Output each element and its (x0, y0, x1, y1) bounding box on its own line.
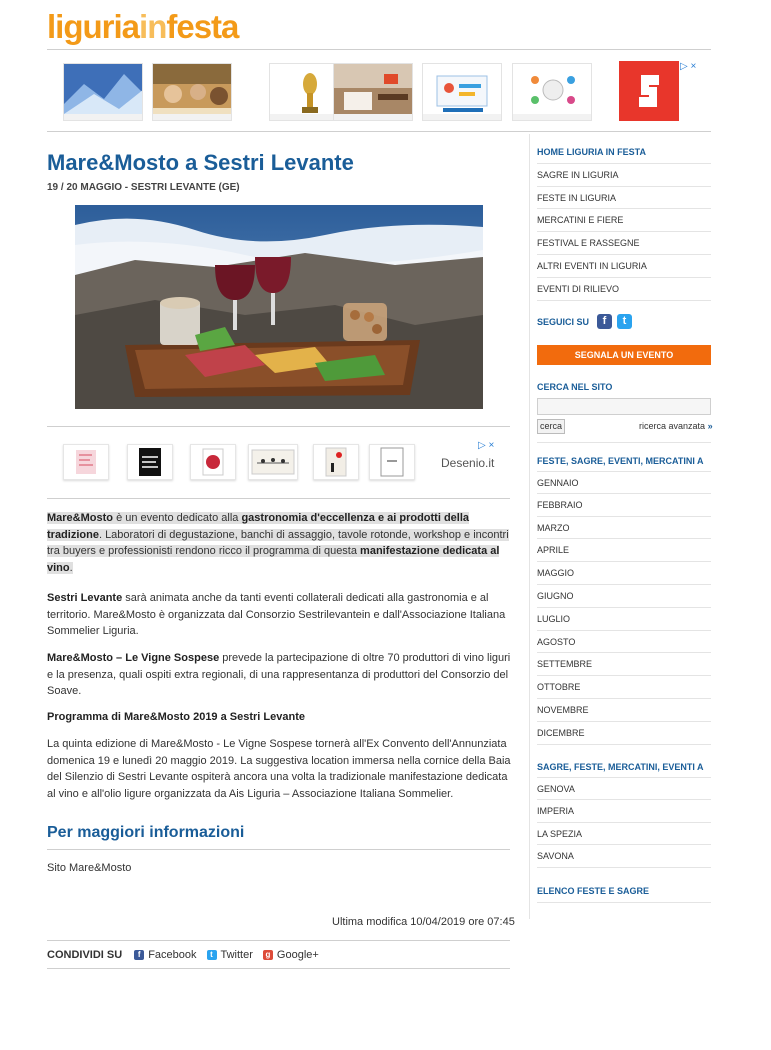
search-input[interactable] (537, 398, 711, 415)
article-divider-2 (47, 498, 510, 499)
adchoices-icon[interactable]: ▷ × (680, 61, 697, 72)
ad-thumb-1[interactable] (63, 63, 143, 121)
share-facebook-label: Facebook (148, 949, 197, 961)
poster-pink-map (64, 445, 108, 479)
text-emphasis: gastronomia d'eccellenza e ai prodotti della tradizione (47, 512, 470, 541)
advanced-search-link[interactable] (639, 421, 713, 431)
paragraph-collateral (47, 590, 513, 640)
advanced-search-label: ricerca avanzata (639, 421, 706, 431)
ad-brand-desenio[interactable]: Desenio.it (441, 456, 495, 470)
sidebar-item-feste[interactable]: FESTE IN LIGURIA (537, 187, 711, 210)
sidebar-item-mercatini[interactable]: MERCATINI E FIERE (537, 209, 711, 232)
ad-image-diagram (513, 64, 592, 121)
text-fragment: prevede la partecipazione di oltre 70 produttori di vino liguri e la presenza, quali ospiti extra regionali, di una rappresentanza di produttori del Consorzio del Soave. (47, 652, 511, 697)
paragraph-producers (47, 650, 513, 700)
province-genova[interactable]: GENOVA (537, 777, 711, 800)
share-google-label: Google+ (276, 949, 319, 961)
share-google[interactable] (263, 949, 319, 961)
event-date: 19 / 20 MAGGIO - SESTRI LEVANTE (GE) (47, 182, 240, 193)
ad-brand-logo[interactable] (619, 61, 679, 121)
more-info-heading: Per maggiori informazioni (47, 824, 245, 841)
month-marzo[interactable]: MARZO (537, 517, 711, 540)
months-list (537, 471, 711, 745)
brand-glyph-icon (619, 61, 679, 121)
ad-poster-2[interactable] (127, 444, 173, 480)
ad-poster-6[interactable] (369, 444, 415, 480)
text-emphasis: Mare&Mosto – Le Vigne Sospese (47, 652, 220, 664)
share-divider-top (47, 940, 510, 941)
inline-adchoices-icon[interactable]: ▷ × (478, 440, 495, 451)
ad-poster-3[interactable] (190, 444, 236, 480)
share-bar (47, 949, 329, 961)
month-agosto[interactable]: AGOSTO (537, 631, 711, 654)
months-title: FESTE, SAGRE, EVENTI, MERCATINI A (537, 456, 704, 466)
logo-text-festa: festa (166, 8, 239, 45)
month-gennaio[interactable]: GENNAIO (537, 471, 711, 494)
month-novembre[interactable]: NOVEMBRE (537, 699, 711, 722)
hero-image (75, 205, 483, 409)
search-divider (537, 442, 711, 443)
header-divider (47, 49, 711, 50)
share-facebook[interactable] (134, 949, 196, 961)
month-dicembre[interactable]: DICEMBRE (537, 722, 711, 745)
facebook-icon: f (134, 950, 144, 960)
sidebar-item-sagre[interactable]: SAGRE IN LIGURIA (537, 164, 711, 187)
site-logo[interactable] (47, 8, 238, 46)
share-twitter-label: Twitter (220, 949, 253, 961)
google-plus-icon: g (263, 950, 273, 960)
month-giugno[interactable]: GIUGNO (537, 585, 711, 608)
festival-list-link[interactable]: ELENCO FESTE E SAGRE (537, 886, 650, 896)
search-button[interactable]: cerca (537, 419, 565, 434)
poster-birds (249, 445, 297, 479)
ad-thumb-4[interactable] (333, 63, 413, 121)
sidebar-item-altri-eventi[interactable]: ALTRI EVENTI IN LIGURIA (537, 255, 711, 278)
last-modified: Ultima modifica 10/04/2019 ore 07:45 (332, 916, 515, 928)
ad-image-infographic (423, 64, 502, 121)
report-event-button[interactable]: SEGNALA UN EVENTO (537, 345, 711, 365)
poster-black-text (128, 445, 172, 479)
top-ad-banner[interactable] (60, 61, 700, 123)
ad-poster-4[interactable] (248, 444, 298, 480)
provinces-title: SAGRE, FESTE, MERCATINI, EVENTI A (537, 762, 704, 772)
sidebar-nav (537, 141, 711, 301)
text-emphasis: manifestazione dedicata al vino (47, 545, 500, 574)
ad-image-abstract (64, 64, 143, 121)
ad-thumb-6[interactable] (512, 63, 592, 121)
share-label: CONDIVIDI SU (47, 949, 123, 961)
poster-minimal (370, 445, 414, 479)
poster-red-fruit (191, 445, 235, 479)
text-fragment: sarà animata anche da tanti eventi collaterali dedicati alla gastronomia e al territorio. Mare&Mosto è organizzata dal Consorzio Sestrilevantein e dall'Associazione Italiana Sommelier Liguria. (47, 592, 506, 637)
ad-image-business (334, 64, 413, 121)
text-emphasis: Sestri Levante (47, 592, 123, 604)
province-savona[interactable]: SAVONA (537, 845, 711, 868)
month-luglio[interactable]: LUGLIO (537, 608, 711, 631)
twitter-follow-icon[interactable]: t (617, 314, 632, 329)
text-fragment: . (69, 561, 73, 574)
program-heading: Programma di Mare&Mosto 2019 a Sestri Levante (47, 711, 305, 723)
sidebar-divider (529, 134, 530, 919)
ad-poster-1[interactable] (63, 444, 109, 480)
month-febbraio[interactable]: FEBBRAIO (537, 494, 711, 517)
follow-label: SEGUICI SU (537, 316, 590, 327)
page-title: Mare&Mosto a Sestri Levante (47, 150, 354, 175)
paragraph-program: La quinta edizione di Mare&Mosto - Le Vigne Sospese tornerà all'Ex Convento dell'Annunziata domenica 19 e lunedì 20 maggio 2019. La suggestiva location immersa nella cornice della Baia del Silenzio di Sestri Levante ospiterà ancora una volta la tradizionale manifestazione dedicata al vino e all'olio ligure organizzata da Ais Liguria – Associazione Italiana Sommelier. (47, 738, 511, 800)
text-fragment: è un evento dedicato alla (113, 512, 242, 524)
month-settembre[interactable]: SETTEMBRE (537, 653, 711, 676)
share-divider-bottom (47, 968, 510, 969)
facebook-follow-icon[interactable]: f (597, 314, 612, 329)
month-maggio[interactable]: MAGGIO (537, 562, 711, 585)
province-la-spezia[interactable]: LA SPEZIA (537, 823, 711, 846)
ad-thumb-5[interactable] (422, 63, 502, 121)
inline-ad-banner[interactable] (47, 438, 510, 486)
search-title: CERCA NEL SITO (537, 382, 613, 392)
twitter-icon: t (207, 950, 217, 960)
site-link[interactable]: Sito Mare&Mosto (47, 862, 132, 874)
share-twitter[interactable] (207, 949, 253, 961)
province-imperia[interactable]: IMPERIA (537, 800, 711, 823)
logo-text-in: in (139, 8, 167, 45)
ad-poster-5[interactable] (313, 444, 359, 480)
sidebar-bottom-divider (537, 902, 711, 903)
ad-thumb-2[interactable] (152, 63, 232, 121)
provinces-list (537, 777, 711, 868)
poster-girl-balloon (314, 445, 358, 479)
ad-image-people (153, 64, 232, 121)
month-aprile[interactable]: APRILE (537, 539, 711, 562)
sidebar-item-festival[interactable]: FESTIVAL E RASSEGNE (537, 232, 711, 255)
ad-divider (47, 131, 711, 132)
sidebar-item-home[interactable]: HOME LIGURIA IN FESTA (537, 141, 711, 164)
month-ottobre[interactable]: OTTOBRE (537, 676, 711, 699)
more-info-divider (47, 849, 510, 850)
brand-mention: Mare&Mosto (47, 512, 114, 524)
sidebar-item-eventi-rilievo[interactable]: EVENTI DI RILIEVO (537, 278, 711, 301)
hero-image-wine-aperitif (75, 205, 483, 409)
chevron-right-icon: » (707, 421, 713, 431)
article-divider-1 (47, 426, 510, 427)
follow-us (537, 314, 632, 329)
paragraph-intro (47, 510, 513, 576)
text-fragment: . Laboratori di degustazione, banchi di assaggio, tavole rotonde, workshop e incontri tra buyers e professionisti rendono ricco il programma di questa (47, 528, 509, 557)
logo-text-liguria: liguria (47, 8, 140, 45)
